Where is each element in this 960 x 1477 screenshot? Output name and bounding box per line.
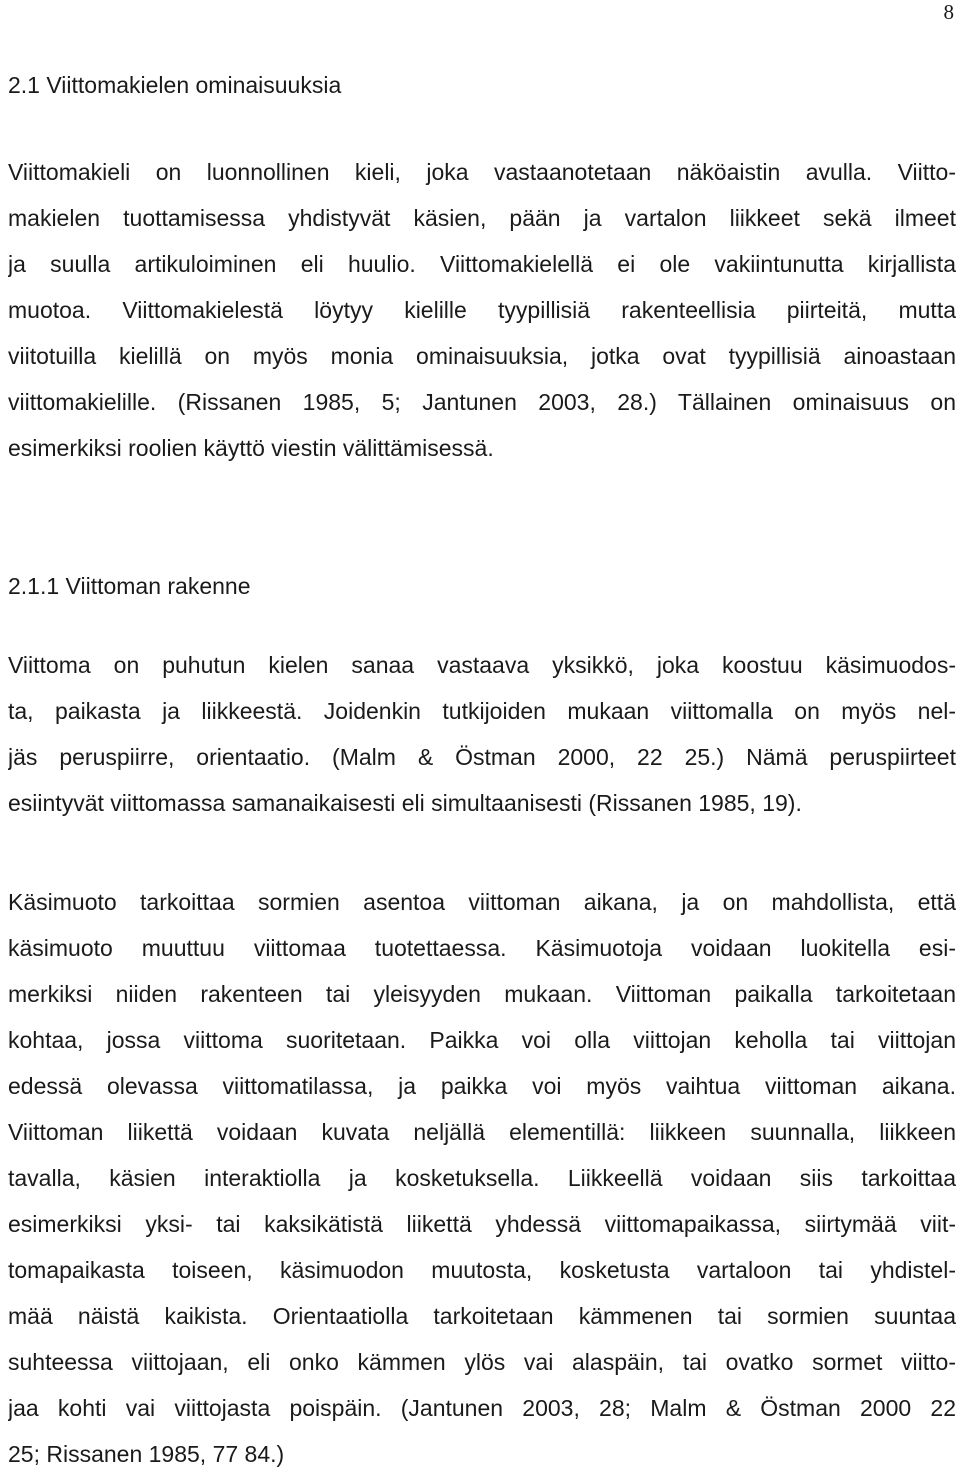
paragraph-line: Viittomakieli on luonnollinen kieli, joka vastaanotetaan näköaistin avulla. Viitto-: [8, 159, 956, 185]
paragraph-line: edessä olevassa viittomatilassa, ja paikka voi myös vaihtua viittoman aikana.: [8, 1073, 956, 1099]
paragraph-line: Viittoman liikettä voidaan kuvata neljällä elementillä: liikkeen suunnalla, liikkeen: [8, 1119, 956, 1145]
paragraph-line: käsimuoto muuttuu viittomaa tuotettaessa. Käsimuotoja voidaan luokitella esi-: [8, 935, 956, 961]
paragraph-line: viitotuilla kielillä on myös monia ominaisuuksia, jotka ovat tyypillisiä ainoastaan: [8, 343, 956, 369]
paragraph-line: ta, paikasta ja liikkeestä. Joidenkin tutkijoiden mukaan viittomalla on myös nel-: [8, 698, 956, 724]
paragraph-line: makielen tuottamisessa yhdistyvät käsien, pään ja vartalon liikkeet sekä ilmeet: [8, 205, 956, 231]
paragraph-line: suhteessa viittojaan, eli onko kämmen ylös vai alaspäin, tai ovatko sormet viitto-: [8, 1349, 956, 1375]
paragraph-line: kohtaa, jossa viittoma suoritetaan. Paikka voi olla viittojan keholla tai viittojan: [8, 1027, 956, 1053]
page-number: 8: [943, 0, 954, 24]
paragraph-line: tavalla, käsien interaktiolla ja kosketuksella. Liikkeellä voidaan siis tarkoittaa: [8, 1165, 956, 1191]
paragraph-line: mää näistä kaikista. Orientaatiolla tarkoitetaan kämmenen tai sormien suuntaa: [8, 1303, 956, 1329]
paragraph-line: jaa kohti vai viittojasta poispäin. (Jantunen 2003, 28; Malm & Östman 2000 22: [8, 1395, 956, 1421]
paragraph-line: ja suulla artikuloiminen eli huulio. Viittomakielellä ei ole vakiintunutta kirjallista: [8, 251, 956, 277]
section-heading: 2.1 Viittomakielen ominaisuuksia: [8, 72, 342, 98]
paragraph-line: merkiksi niiden rakenteen tai yleisyyden mukaan. Viittoman paikalla tarkoitetaan: [8, 981, 956, 1007]
paragraph-line: Viittoma on puhutun kielen sanaa vastaava yksikkö, joka koostuu käsimuodos-: [8, 652, 956, 678]
paragraph-sign-structure: [8, 642, 956, 826]
subsection-heading: 2.1.1 Viittoman rakenne: [8, 573, 251, 599]
paragraph-handshape: [8, 879, 956, 1477]
paragraph-line: viittomakielille. (Rissanen 1985, 5; Jantunen 2003, 28.) Tällainen ominaisuus on: [8, 389, 956, 415]
paragraph-line: esimerkiksi yksi- tai kaksikätistä liikettä yhdessä viittomapaikassa, siirtymää viit-: [8, 1211, 956, 1237]
paragraph-line: esimerkiksi roolien käyttö viestin välittämisessä.: [8, 435, 494, 461]
paragraph-line: muotoa. Viittomakielestä löytyy kielille tyypillisiä rakenteellisia piirteitä, mutta: [8, 297, 956, 323]
paragraph-line: esiintyvät viittomassa samanaikaisesti eli simultaanisesti (Rissanen 1985, 19).: [8, 790, 802, 816]
paragraph-line: tomapaikasta toiseen, käsimuodon muutosta, kosketusta vartaloon tai yhdistel-: [8, 1257, 956, 1283]
paragraph-line: jäs peruspiirre, orientaatio. (Malm & Östman 2000, 22 25.) Nämä peruspiirteet: [8, 744, 956, 770]
paragraph-line: 25; Rissanen 1985, 77 84.): [8, 1441, 285, 1467]
paragraph-intro: [8, 149, 956, 471]
paragraph-line: Käsimuoto tarkoittaa sormien asentoa viittoman aikana, ja on mahdollista, että: [8, 889, 956, 915]
